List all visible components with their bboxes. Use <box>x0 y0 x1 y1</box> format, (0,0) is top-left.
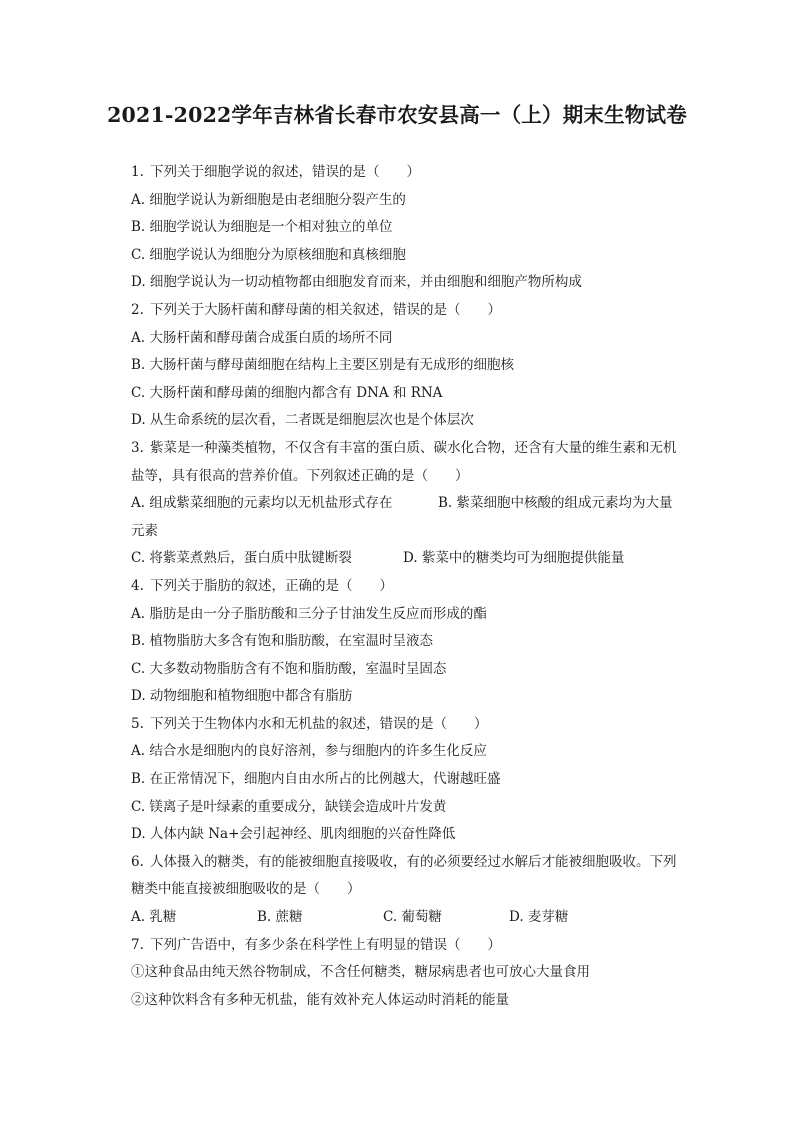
question-text: 下列关于脂肪的叙述，正确的是（ ） <box>150 577 393 594</box>
question-text-continued: 盐等，具有很高的营养价值。下列叙述正确的是（ ） <box>131 467 469 484</box>
question-stem <box>131 159 706 187</box>
option-b: B. 大肠杆菌与酵母菌细胞在结构上主要区别是有无成形的细胞核 <box>131 357 515 374</box>
option-d: D. 麦芽糖 <box>509 909 569 926</box>
question-stem <box>131 297 706 325</box>
option-d: D. 紫菜中的糖类均可为细胞提供能量 <box>403 550 625 567</box>
option-b: B. 细胞学说认为细胞是一个相对独立的单位 <box>131 219 393 236</box>
option-c: C. 葡萄糖 <box>383 909 442 926</box>
option-b: B. 在正常情况下，细胞内自由水所占的比例越大，代谢越旺盛 <box>131 771 501 788</box>
page-title: 2021-2022学年吉林省长春市农安县高一（上）期末生物试卷 <box>107 103 687 127</box>
option-a: A. 结合水是细胞内的良好溶剂，参与细胞内的许多生化反应 <box>131 743 487 760</box>
statement-item: ②这种饮料含有多种无机盐，能有效补充人体运动时消耗的能量 <box>131 991 509 1008</box>
option-row <box>131 904 706 932</box>
question-stem <box>131 435 706 463</box>
question-text: 下列关于细胞学说的叙述，错误的是（ ） <box>150 164 420 180</box>
option-c: C. 细胞学说认为细胞分为原核细胞和真核细胞 <box>131 246 406 263</box>
option-row <box>131 490 706 518</box>
question-text: 人体摄入的糖类，有的能被细胞直接吸收，有的必须要经过水解后才能被细胞吸收。下列 <box>150 853 677 870</box>
question-number: 6. <box>131 853 144 870</box>
question-text: 下列关于大肠杆菌和酵母菌的相关叙述，错误的是（ ） <box>150 301 501 318</box>
question-text: 紫菜是一种藻类植物，不仅含有丰富的蛋白质、碳水化合物，还含有大量的维生素和无机 <box>150 439 677 456</box>
question-text-continued: 糖类中能直接被细胞吸收的是（ ） <box>131 881 361 898</box>
question-number: 5. <box>131 715 144 732</box>
option-b: B. 植物脂肪大多含有饱和脂肪酸，在室温时呈液态 <box>131 633 434 650</box>
question-number: 2. <box>131 301 144 318</box>
question-number: 3. <box>131 439 144 456</box>
question-list <box>131 159 706 1014</box>
question-number: 7. <box>131 936 144 953</box>
question-text: 下列关于生物体内水和无机盐的叙述，错误的是（ ） <box>150 715 488 732</box>
option-d: D. 从生命系统的层次看，二者既是细胞层次也是个体层次 <box>131 412 474 429</box>
option-c: C. 大肠杆菌和酵母菌的细胞内都含有 DNA 和 RNA <box>131 384 443 401</box>
option-a: A. 大肠杆菌和酵母菌合成蛋白质的场所不同 <box>131 329 393 346</box>
option-d: D. 动物细胞和植物细胞中都含有脂肪 <box>131 688 353 705</box>
option-a: A. 细胞学说认为新细胞是由老细胞分裂产生的 <box>131 191 406 208</box>
question-stem <box>131 849 706 877</box>
option-c: C. 大多数动物脂肪含有不饱和脂肪酸，室温时呈固态 <box>131 660 447 677</box>
question-stem <box>131 711 706 739</box>
question-text: 下列广告语中，有多少条在科学性上有明显的错误（ ） <box>150 936 501 953</box>
option-a: A. 乳糖 <box>131 909 177 926</box>
option-c: C. 将紫菜煮熟后，蛋白质中肽键断裂 <box>131 550 352 567</box>
option-row <box>131 545 706 573</box>
statement-item: ①这种食品由纯天然谷物制成，不含任何糖类，糖尿病患者也可放心大量食用 <box>131 964 590 981</box>
option-d: D. 细胞学说认为一切动植物都由细胞发育而来，并由细胞和细胞产物所构成 <box>131 274 582 291</box>
option-a: A. 组成紫菜细胞的元素均以无机盐形式存在 <box>131 495 393 512</box>
option-d: D. 人体内缺 Na+会引起神经、肌肉细胞的兴奋性降低 <box>131 826 456 843</box>
question-stem <box>131 932 706 960</box>
option-b: B. 蔗糖 <box>257 909 303 926</box>
option-c: C. 镁离子是叶绿素的重要成分，缺镁会造成叶片发黄 <box>131 798 447 815</box>
question-number: 4. <box>131 577 144 594</box>
question-stem <box>131 573 706 601</box>
option-b: B. 紫菜细胞中核酸的组成元素均为大量 <box>438 495 673 512</box>
option-a: A. 脂肪是由一分子脂肪酸和三分子甘油发生反应而形成的酯 <box>131 605 487 622</box>
option-b-continued: 元素 <box>131 522 158 539</box>
question-number: 1. <box>131 164 144 180</box>
